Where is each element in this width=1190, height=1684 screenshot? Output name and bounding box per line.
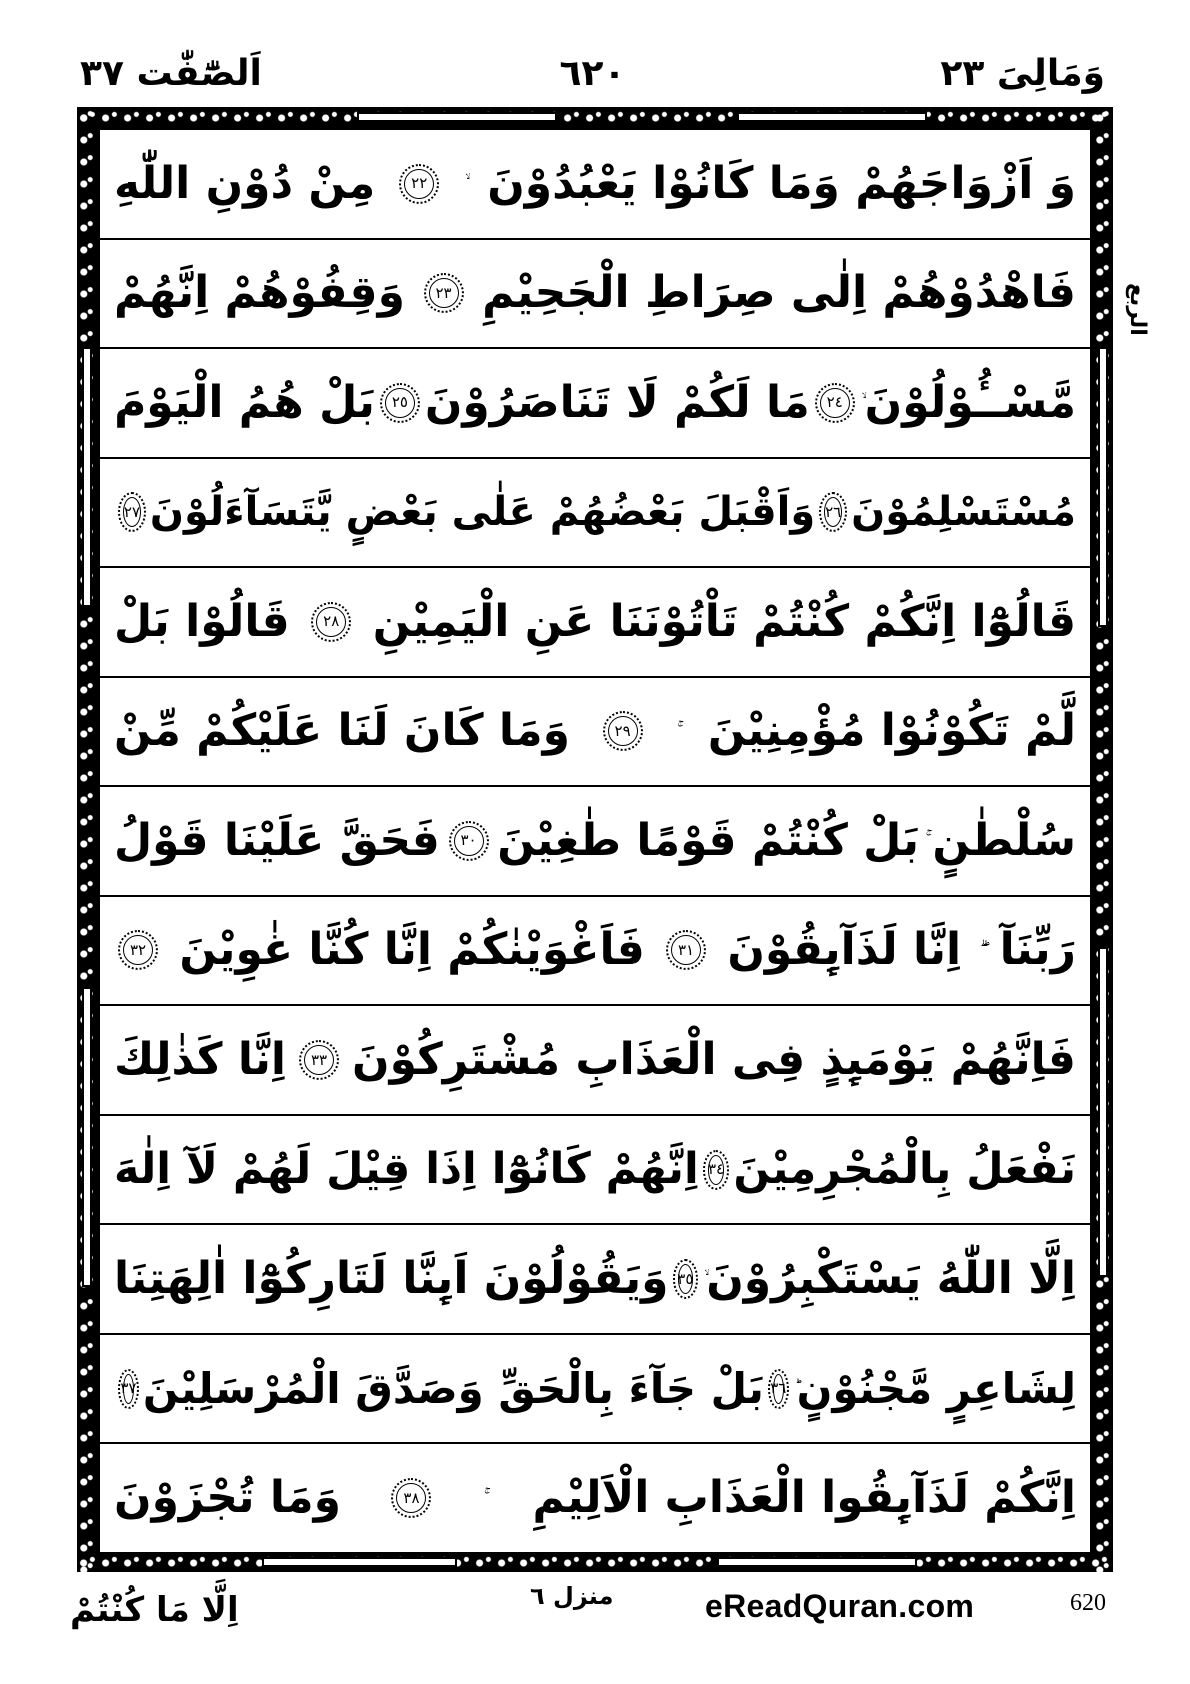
- text-line: [100, 897, 1090, 1007]
- rub-marker: الربع: [1125, 283, 1150, 336]
- ayah-number-marker: ٢٣: [424, 273, 464, 313]
- line-content: [114, 806, 1076, 876]
- line-content: [114, 696, 1076, 766]
- verse-text: اِنَّا كَذٰلِكَ: [114, 1033, 286, 1085]
- verse-text: وَمَا تُجْزَوْنَ: [114, 1471, 341, 1523]
- line-content: [114, 1355, 1076, 1422]
- verse-text: اِنَّكُمْ لَذَآىِٕقُوا الْعَذَابِ الْاَلِيْمِ: [532, 1471, 1076, 1523]
- verse-text: فَاَغْوَيْنٰكُمْ اِنَّا كُنَّا غٰوِيْنَ: [179, 924, 645, 976]
- border-bar: [82, 347, 92, 607]
- verse-text: اِلَّا اللّٰهُ يَسْتَكْبِرُوْنَ: [706, 1252, 1076, 1304]
- text-line: [100, 568, 1090, 678]
- line-content: [114, 587, 1076, 657]
- verse-text: فَحَقَّ عَلَيْنَا قَوْلُ: [114, 814, 440, 866]
- border-bar: [737, 112, 927, 122]
- surah-title: اَلصّٰٓفّٰت ٣٧: [80, 53, 262, 94]
- ayah-number-marker: ٣٧: [118, 1369, 139, 1409]
- line-content: [114, 149, 1076, 219]
- verse-text: بَلْ هُمُ الْيَوْمَ: [114, 376, 375, 428]
- ayah-number-marker: ٣٨: [391, 1478, 431, 1518]
- ayah-number-marker: ٢٦: [819, 492, 847, 532]
- text-line: [100, 678, 1090, 788]
- text-line: [100, 1116, 1090, 1226]
- text-line: [100, 1335, 1090, 1445]
- verse-text: بَلْ جَآءَ بِالْحَقِّ وَصَدَّقَ الْمُرْسَلِيْنَ: [142, 1364, 764, 1414]
- verse-text: لَّمْ تَكُوْنُوْا مُؤْمِنِيْنَ: [707, 705, 1076, 757]
- text-frame: [98, 128, 1092, 1554]
- text-line: [100, 1225, 1090, 1335]
- border-ornament-left: [79, 107, 95, 1572]
- verse-text: مِنْ دُوْنِ اللّٰهِ: [114, 157, 376, 209]
- verse-text: سُلْطٰنٍ: [932, 814, 1076, 866]
- ayah-number-marker: ٣٢: [118, 930, 158, 970]
- verse-text: بَلْ كُنْتُمْ قَوْمًا طٰغِيْنَ: [497, 814, 919, 866]
- line-content: [114, 1025, 1076, 1095]
- verse-text: اِنَّهُمْ كَانُوْٓا اِذَا قِيْلَ لَهُمْ لَآ اِلٰهَ: [114, 1144, 699, 1195]
- ayah-number-marker: ٢٧: [118, 492, 146, 532]
- border-bar: [357, 112, 557, 122]
- text-line: [100, 459, 1090, 569]
- page-number-arabic: ٦٢٠: [559, 53, 626, 94]
- line-content: [114, 915, 1076, 985]
- line-content: [114, 1135, 1076, 1204]
- verse-text: نَفْعَلُ بِالْمُجْرِمِيْنَ: [733, 1144, 1076, 1195]
- page-header: [70, 52, 1115, 100]
- ayah-number-marker: ٢٤: [815, 383, 855, 423]
- verse-text: قَالُوْا بَلْ: [114, 595, 290, 647]
- ayah-number-marker: ٣٠: [449, 821, 489, 861]
- ayah-number-marker: ٣٤: [703, 1150, 730, 1190]
- border-bar: [262, 1557, 457, 1567]
- manzil-label: منزل ٦: [530, 1582, 614, 1610]
- ayah-number-marker: ٢٩: [603, 711, 643, 751]
- verse-text: قَالُوْٓا اِنَّكُمْ كُنْتُمْ تَاْتُوْنَنَا عَنِ الْيَمِيْنِ: [372, 595, 1076, 647]
- verse-text: وَاَقْبَلَ بَعْضُهُمْ عَلٰى بَعْضٍ يَّتَسَآءَلُوْنَ: [149, 489, 816, 536]
- border-bar: [1098, 947, 1108, 1277]
- ayah-number-marker: ٢٨: [311, 602, 351, 642]
- verse-text: لِشَاعِرٍ مَّجْنُوْنٍ: [796, 1364, 1076, 1414]
- catchword: اِلَّا مَا كُنْتُمْ: [70, 1590, 239, 1630]
- verse-text: مَا لَكُمْ لَا تَنَاصَرُوْنَ: [424, 376, 810, 428]
- verse-text: مُسْتَسْلِمُوْنَ: [851, 489, 1076, 536]
- ayah-number-marker: ٣٣: [299, 1040, 339, 1080]
- border-bar: [1098, 347, 1108, 627]
- line-content: [114, 1244, 1076, 1314]
- ayah-number-marker: ٣٦: [768, 1369, 789, 1409]
- text-line: [100, 1006, 1090, 1116]
- border-ornament-top: [77, 109, 1113, 125]
- text-line: [100, 130, 1090, 240]
- ayah-number-marker: ٢٢: [399, 164, 439, 204]
- ayah-number-marker: ٣١: [666, 930, 706, 970]
- text-line: [100, 787, 1090, 897]
- verse-text: فَاِنَّهُمْ يَوْمَىِٕذٍ فِى الْعَذَابِ مُشْتَرِكُوْنَ: [352, 1033, 1076, 1085]
- line-content: [114, 1463, 1076, 1533]
- line-content: [114, 368, 1076, 438]
- verse-text: وَقِفُوْهُمْ اِنَّهُمْ: [114, 267, 405, 319]
- border-ornament-right: [1095, 107, 1111, 1572]
- verse-text: وَمَا كَانَ لَنَا عَلَيْكُمْ مِّنْ: [114, 705, 570, 757]
- verse-text: فَاهْدُوْهُمْ اِلٰى صِرَاطِ الْجَحِيْمِ: [482, 267, 1076, 319]
- verse-text: وَ اَزْوَاجَهُمْ وَمَا كَانُوْا يَعْبُدُوْنَ: [487, 157, 1076, 209]
- ayah-number-marker: ٢٥: [380, 383, 420, 423]
- line-content: [114, 480, 1076, 544]
- border-ornament-bottom: [77, 1554, 1113, 1570]
- site-watermark: eReadQuran.com: [705, 1588, 975, 1624]
- ayah-number-marker: ٣٥: [673, 1259, 699, 1299]
- text-line: [100, 240, 1090, 350]
- verse-text: وَيَقُوْلُوْنَ اَىِٕنَّا لَتَارِكُوْٓا اٰلِهَتِنَا: [114, 1252, 669, 1304]
- border-bar: [717, 1557, 917, 1567]
- text-line: [100, 1444, 1090, 1552]
- verse-text: مَّسْــُٔوْلُوْنَ: [864, 376, 1076, 428]
- border-bar: [82, 987, 92, 1287]
- page-number: 620: [1070, 1590, 1106, 1616]
- verse-text: اِنَّا لَذَآىِٕقُوْنَ: [727, 924, 962, 976]
- text-line: [100, 349, 1090, 459]
- juz-title: وَمَالِیَ ٢٣: [940, 53, 1105, 94]
- verse-text: رَبِّنَآ: [999, 924, 1076, 976]
- line-content: [114, 258, 1076, 328]
